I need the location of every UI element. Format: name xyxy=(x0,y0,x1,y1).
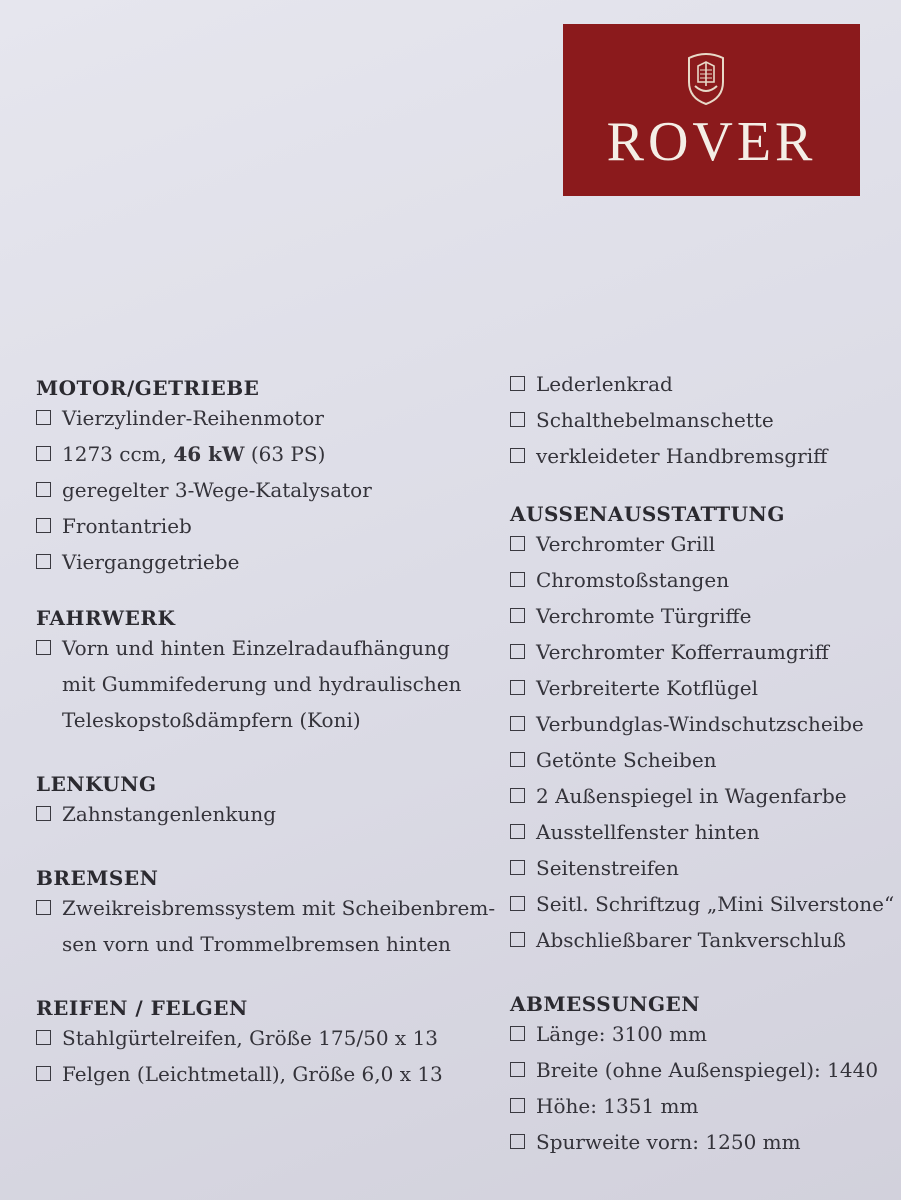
checkbox-icon xyxy=(36,900,51,915)
list-item: Felgen (Leichtmetall), Größe 6,0 x 13 xyxy=(36,1056,496,1092)
checkbox-icon xyxy=(36,446,51,461)
logo-text: ROVER xyxy=(606,111,817,173)
list-item: Lederlenkrad xyxy=(510,366,901,402)
viking-ship-emblem-icon xyxy=(685,52,727,106)
section-title: ABMESSUNGEN xyxy=(510,992,701,1016)
section-abmessungen xyxy=(510,992,901,1160)
checkbox-icon xyxy=(510,896,525,911)
checkbox-icon xyxy=(36,806,51,821)
checkbox-icon xyxy=(36,640,51,655)
checkbox-icon xyxy=(36,1066,51,1081)
list-item: verkleideter Handbremsgriff xyxy=(510,438,901,474)
list-item: Spurweite vorn: 1250 mm xyxy=(510,1124,901,1160)
checkbox-icon xyxy=(36,554,51,569)
checkbox-icon xyxy=(510,752,525,767)
section-title: BREMSEN xyxy=(36,866,159,890)
list-item: Seitl. Schriftzug „Mini Silverstone“ xyxy=(510,886,901,922)
list-item: Schalthebelmanschette xyxy=(510,402,901,438)
checkbox-icon xyxy=(36,482,51,497)
list-item: Verbreiterte Kotflügel xyxy=(510,670,901,706)
list-item: Höhe: 1351 mm xyxy=(510,1088,901,1124)
checkbox-icon xyxy=(510,1062,525,1077)
checkbox-icon xyxy=(510,412,525,427)
section-innenausstattung-continued xyxy=(510,366,901,474)
list-item: Breite (ohne Außenspiegel): 1440 xyxy=(510,1052,901,1088)
list-item: Vorn und hinten Einzelradaufhängung mit Gummifederung und hydraulischen Teleskopstoßdämpfern (Koni) xyxy=(36,630,496,738)
checkbox-icon xyxy=(510,1026,525,1041)
list-item: 1273 ccm, 46 kW (63 PS) xyxy=(36,436,496,472)
checkbox-icon xyxy=(510,716,525,731)
checkbox-icon xyxy=(510,860,525,875)
checkbox-icon xyxy=(510,788,525,803)
list-item: Zweikreisbremssystem mit Scheibenbrem- sen vorn und Trommelbremsen hinten xyxy=(36,890,496,962)
section-title: AUSSENAUSSTATTUNG xyxy=(510,502,785,526)
list-item: Stahlgürtelreifen, Größe 175/50 x 13 xyxy=(36,1020,496,1056)
checkbox-icon xyxy=(510,376,525,391)
list-item: Länge: 3100 mm xyxy=(510,1016,901,1052)
checkbox-icon xyxy=(510,448,525,463)
section-title: LENKUNG xyxy=(36,772,157,796)
checkbox-icon xyxy=(510,608,525,623)
list-item: Verbundglas-Windschutzscheibe xyxy=(510,706,901,742)
checkbox-icon xyxy=(510,536,525,551)
list-item: 2 Außenspiegel in Wagenfarbe xyxy=(510,778,901,814)
section-title: FAHRWERK xyxy=(36,606,176,630)
list-item: Verchromter Kofferraumgriff xyxy=(510,634,901,670)
checkbox-icon xyxy=(510,932,525,947)
section-fahrwerk xyxy=(36,606,496,738)
section-aussenausstattung xyxy=(510,502,901,958)
checkbox-icon xyxy=(510,680,525,695)
right-column xyxy=(510,366,901,1160)
section-bremsen xyxy=(36,866,496,962)
section-reifen-felgen xyxy=(36,996,496,1092)
checkbox-icon xyxy=(510,1098,525,1113)
list-item: Ausstellfenster hinten xyxy=(510,814,901,850)
checkbox-icon xyxy=(36,1030,51,1045)
checkbox-icon xyxy=(36,518,51,533)
rover-logo xyxy=(563,24,860,196)
checkbox-icon xyxy=(510,572,525,587)
list-item: Abschließbarer Tankverschluß xyxy=(510,922,901,958)
section-lenkung xyxy=(36,772,496,832)
list-item: geregelter 3-Wege-Katalysator xyxy=(36,472,496,508)
list-item: Verchromte Türgriffe xyxy=(510,598,901,634)
list-item: Verchromter Grill xyxy=(510,526,901,562)
section-title: MOTOR/GETRIEBE xyxy=(36,376,260,400)
left-column xyxy=(36,376,496,1092)
list-item: Getönte Scheiben xyxy=(510,742,901,778)
list-item: Zahnstangenlenkung xyxy=(36,796,496,832)
checkbox-icon xyxy=(510,824,525,839)
checkbox-icon xyxy=(510,644,525,659)
list-item: Vierganggetriebe xyxy=(36,544,496,580)
list-item: Seitenstreifen xyxy=(510,850,901,886)
list-item: Vierzylinder-Reihenmotor xyxy=(36,400,496,436)
list-item: Frontantrieb xyxy=(36,508,496,544)
checkbox-icon xyxy=(36,410,51,425)
section-motor-getriebe xyxy=(36,376,496,580)
list-item: Chromstoßstangen xyxy=(510,562,901,598)
section-title: REIFEN / FELGEN xyxy=(36,996,248,1020)
checkbox-icon xyxy=(510,1134,525,1149)
